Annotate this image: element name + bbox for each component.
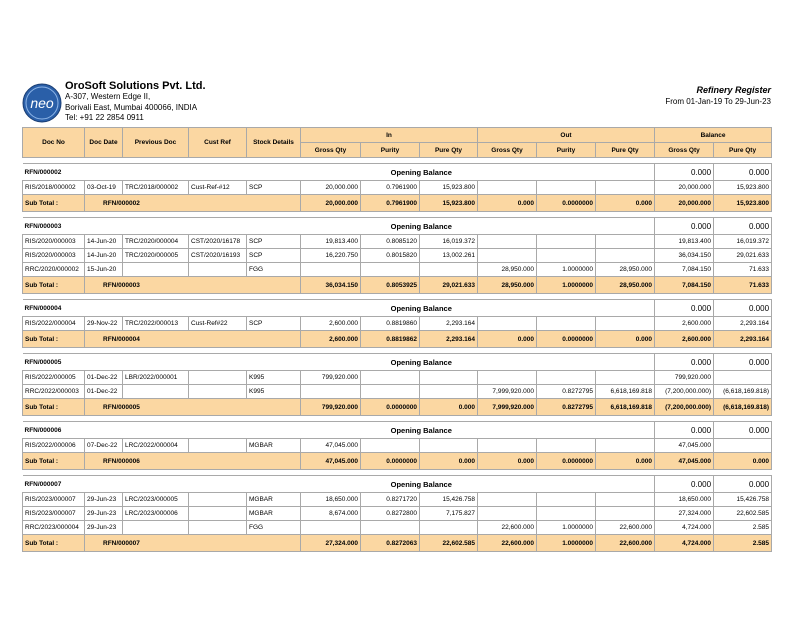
table-cell — [596, 439, 655, 453]
table-cell: 15,426.758 — [714, 493, 772, 507]
subtotal-cell: 2,600.000 — [301, 331, 361, 348]
table-cell: 36,034.150 — [655, 249, 714, 263]
subtotal-cell: 28,950.000 — [596, 277, 655, 294]
table-cell — [478, 439, 537, 453]
table-cell: 28,950.000 — [478, 263, 537, 277]
subtotal-cell: 0.8053925 — [361, 277, 420, 294]
subtotal-cell: 0.0000000 — [361, 399, 420, 416]
table-cell — [537, 507, 596, 521]
table-cell — [189, 385, 247, 399]
table-cell: LRC/2022/000004 — [123, 439, 189, 453]
table-cell: 29-Jun-23 — [85, 493, 123, 507]
table-cell: 1.0000000 — [537, 521, 596, 535]
table-cell: 22,600.000 — [596, 521, 655, 535]
table-cell: 28,950.000 — [596, 263, 655, 277]
subtotal-rfn: RFN/000005 — [85, 399, 301, 416]
table-cell — [596, 371, 655, 385]
table-cell — [420, 263, 478, 277]
table-cell: Cust-Ref#22 — [189, 317, 247, 331]
subtotal-row — [23, 535, 772, 552]
table-cell: RIS/2022/000005 — [23, 371, 85, 385]
subtotal-cell: 0.8819862 — [361, 331, 420, 348]
table-cell: RIS/2022/000004 — [23, 317, 85, 331]
subtotal-cell: 799,920.000 — [301, 399, 361, 416]
logo-text: neo — [30, 95, 54, 111]
subtotal-cell: 2,600.000 — [655, 331, 714, 348]
subtotal-cell: 0.000 — [596, 195, 655, 212]
table-cell: 0.8085120 — [361, 235, 420, 249]
subtotal-cell: 0.000 — [420, 453, 478, 470]
subtotal-cell: 0.7961900 — [361, 195, 420, 212]
col-in-purity: Purity — [361, 143, 420, 158]
subtotal-cell: 2,293.164 — [714, 331, 772, 348]
opening-balance-label: Opening Balance — [189, 300, 655, 317]
col-cust-ref: Cust Ref — [189, 128, 247, 158]
col-doc-date: Doc Date — [85, 128, 123, 158]
table-cell: CST/2020/16193 — [189, 249, 247, 263]
table-cell: TRC/2020/000005 — [123, 249, 189, 263]
group-rfn: RFN/000007 — [23, 476, 189, 493]
table-cell: TRC/2020/000004 — [123, 235, 189, 249]
table-cell: (6,618,169.818) — [714, 385, 772, 399]
opening-balance-label: Opening Balance — [189, 218, 655, 235]
subtotal-rfn: RFN/000006 — [85, 453, 301, 470]
table-cell: RIS/2020/000003 — [23, 249, 85, 263]
table-cell — [189, 507, 247, 521]
table-cell: 22,600.000 — [478, 521, 537, 535]
table-cell: 01-Dec-22 — [85, 371, 123, 385]
opening-gross: 0.000 — [655, 354, 714, 371]
col-group-in: In — [301, 128, 478, 143]
table-cell — [714, 371, 772, 385]
subtotal-cell: 0.8272795 — [537, 399, 596, 416]
table-cell: (7,200,000.000) — [655, 385, 714, 399]
group-title-row — [23, 218, 772, 235]
col-out-gross: Gross Qty — [478, 143, 537, 158]
subtotal-cell: 0.000 — [596, 331, 655, 348]
table-cell — [537, 439, 596, 453]
subtotal-cell: 6,618,169.818 — [596, 399, 655, 416]
table-cell: 1.0000000 — [537, 263, 596, 277]
report-title: Refinery Register — [696, 85, 771, 95]
subtotal-cell: 4,724.000 — [655, 535, 714, 552]
table-cell: MGBAR — [247, 493, 301, 507]
table-row — [23, 249, 772, 263]
col-bal-gross: Gross Qty — [655, 143, 714, 158]
group-rfn: RFN/000006 — [23, 422, 189, 439]
subtotal-cell: 2.585 — [714, 535, 772, 552]
table-cell: 2,600.000 — [301, 317, 361, 331]
table-cell: 8,674.000 — [301, 507, 361, 521]
table-cell: 47,045.000 — [655, 439, 714, 453]
opening-pure: 0.000 — [714, 354, 772, 371]
group-title-row — [23, 476, 772, 493]
opening-balance-label: Opening Balance — [189, 476, 655, 493]
subtotal-label: Sub Total : — [23, 453, 85, 470]
table-cell: 19,813.400 — [655, 235, 714, 249]
subtotal-cell: 28,950.000 — [478, 277, 537, 294]
report-info — [665, 85, 771, 107]
register-body — [23, 158, 772, 552]
table-cell: RIS/2022/000006 — [23, 439, 85, 453]
col-in-gross: Gross Qty — [301, 143, 361, 158]
table-cell: SCP — [247, 181, 301, 195]
table-cell — [361, 521, 420, 535]
table-cell: TRC/2022/000013 — [123, 317, 189, 331]
table-cell: 2.585 — [714, 521, 772, 535]
report-header — [22, 80, 771, 126]
table-cell — [596, 507, 655, 521]
subtotal-row — [23, 277, 772, 294]
table-cell: 22,602.585 — [714, 507, 772, 521]
table-cell: CST/2020/16178 — [189, 235, 247, 249]
col-group-balance: Balance — [655, 128, 772, 143]
table-cell — [361, 263, 420, 277]
table-cell: 0.8015820 — [361, 249, 420, 263]
opening-balance-label: Opening Balance — [189, 164, 655, 181]
table-cell — [537, 493, 596, 507]
table-cell: Cust-Ref-#12 — [189, 181, 247, 195]
table-cell: 01-Dec-22 — [85, 385, 123, 399]
opening-pure: 0.000 — [714, 164, 772, 181]
table-cell — [478, 235, 537, 249]
opening-pure: 0.000 — [714, 300, 772, 317]
subtotal-cell: 20,000.000 — [655, 195, 714, 212]
table-cell — [537, 235, 596, 249]
table-cell — [537, 181, 596, 195]
col-bal-pure: Pure Qty — [714, 143, 772, 158]
table-cell — [123, 521, 189, 535]
table-row — [23, 181, 772, 195]
subtotal-cell: 22,600.000 — [478, 535, 537, 552]
table-row — [23, 385, 772, 399]
table-cell: 7,084.150 — [655, 263, 714, 277]
table-cell: RRC/2020/000002 — [23, 263, 85, 277]
subtotal-cell: 71.633 — [714, 277, 772, 294]
table-cell — [714, 439, 772, 453]
company-address-2: Borivali East, Mumbai 400066, INDIA — [65, 102, 198, 112]
table-cell: 15-Jun-20 — [85, 263, 123, 277]
table-cell — [189, 439, 247, 453]
table-cell: 14-Jun-20 — [85, 235, 123, 249]
subtotal-cell: 27,324.000 — [301, 535, 361, 552]
company-logo — [22, 83, 62, 123]
subtotal-cell: 0.000 — [420, 399, 478, 416]
table-cell — [301, 385, 361, 399]
table-cell — [478, 317, 537, 331]
opening-balance-label: Opening Balance — [189, 354, 655, 371]
table-cell: 13,002.261 — [420, 249, 478, 263]
table-row — [23, 521, 772, 535]
subtotal-label: Sub Total : — [23, 399, 85, 416]
table-row — [23, 493, 772, 507]
table-cell: 27,324.000 — [655, 507, 714, 521]
col-stock-details: Stock Details — [247, 128, 301, 158]
subtotal-cell: 29,021.633 — [420, 277, 478, 294]
table-cell — [189, 371, 247, 385]
opening-pure: 0.000 — [714, 218, 772, 235]
table-cell — [478, 371, 537, 385]
subtotal-row — [23, 453, 772, 470]
subtotal-cell: 0.8272063 — [361, 535, 420, 552]
table-cell: SCP — [247, 317, 301, 331]
opening-gross: 0.000 — [655, 422, 714, 439]
company-block — [65, 80, 206, 124]
table-cell: 29-Jun-23 — [85, 521, 123, 535]
register-table — [22, 127, 772, 552]
subtotal-cell: 1.0000000 — [537, 277, 596, 294]
subtotal-cell: 47,045.000 — [301, 453, 361, 470]
group-rfn: RFN/000005 — [23, 354, 189, 371]
table-cell — [361, 439, 420, 453]
table-cell: 0.8819860 — [361, 317, 420, 331]
group-rfn: RFN/000002 — [23, 164, 189, 181]
table-cell: 18,650.000 — [301, 493, 361, 507]
table-cell: 15,426.758 — [420, 493, 478, 507]
table-cell — [420, 439, 478, 453]
company-address-1: A-307, Western Edge II, — [65, 92, 151, 101]
table-cell: LRC/2023/000005 — [123, 493, 189, 507]
table-cell: 2,600.000 — [655, 317, 714, 331]
subtotal-cell: 22,600.000 — [596, 535, 655, 552]
table-cell: LBR/2022/000001 — [123, 371, 189, 385]
subtotal-cell: 0.0000000 — [537, 331, 596, 348]
subtotal-row — [23, 195, 772, 212]
table-cell — [596, 317, 655, 331]
table-cell: 15,923.800 — [714, 181, 772, 195]
table-cell: 0.7961900 — [361, 181, 420, 195]
table-cell: 4,724.000 — [655, 521, 714, 535]
col-group-out: Out — [478, 128, 655, 143]
table-cell — [537, 371, 596, 385]
subtotal-label: Sub Total : — [23, 277, 85, 294]
col-doc-no: Doc No — [23, 128, 85, 158]
table-cell: 16,019.372 — [420, 235, 478, 249]
table-cell: FGG — [247, 521, 301, 535]
table-cell — [189, 263, 247, 277]
table-cell — [596, 249, 655, 263]
opening-gross: 0.000 — [655, 164, 714, 181]
table-cell: 0.8272795 — [537, 385, 596, 399]
subtotal-cell: (6,618,169.818) — [714, 399, 772, 416]
table-cell: 0.8271720 — [361, 493, 420, 507]
table-cell: 07-Dec-22 — [85, 439, 123, 453]
subtotal-rfn: RFN/000004 — [85, 331, 301, 348]
table-cell: 16,220.750 — [301, 249, 361, 263]
table-cell: 799,920.000 — [301, 371, 361, 385]
table-row — [23, 317, 772, 331]
table-cell — [361, 385, 420, 399]
subtotal-cell: 15,923.800 — [420, 195, 478, 212]
col-out-pure: Pure Qty — [596, 143, 655, 158]
subtotal-cell: 0.000 — [478, 453, 537, 470]
table-cell — [361, 371, 420, 385]
table-cell — [537, 317, 596, 331]
table-cell: 2,293.164 — [420, 317, 478, 331]
table-cell: K995 — [247, 385, 301, 399]
table-cell — [478, 493, 537, 507]
table-cell: 29-Nov-22 — [85, 317, 123, 331]
table-cell: 14-Jun-20 — [85, 249, 123, 263]
table-cell — [596, 493, 655, 507]
subtotal-cell: 7,084.150 — [655, 277, 714, 294]
table-cell: 20,000.000 — [301, 181, 361, 195]
table-cell: LRC/2023/000006 — [123, 507, 189, 521]
subtotal-cell: 1.0000000 — [537, 535, 596, 552]
table-cell: 799,920.000 — [655, 371, 714, 385]
subtotal-cell: 0.0000000 — [537, 195, 596, 212]
subtotal-cell: 0.0000000 — [361, 453, 420, 470]
table-cell — [123, 263, 189, 277]
table-row — [23, 507, 772, 521]
table-cell — [123, 385, 189, 399]
table-cell: 47,045.000 — [301, 439, 361, 453]
table-cell — [420, 371, 478, 385]
table-cell — [420, 385, 478, 399]
table-cell: RIS/2018/000002 — [23, 181, 85, 195]
group-title-row — [23, 300, 772, 317]
table-cell: 2,293.164 — [714, 317, 772, 331]
table-cell: 15,923.800 — [420, 181, 478, 195]
table-cell: RIS/2023/000007 — [23, 493, 85, 507]
subtotal-row — [23, 399, 772, 416]
table-cell: 29-Jun-23 — [85, 507, 123, 521]
table-cell — [596, 181, 655, 195]
table-cell: MGBAR — [247, 439, 301, 453]
subtotal-label: Sub Total : — [23, 535, 85, 552]
opening-pure: 0.000 — [714, 476, 772, 493]
table-cell: 7,175.827 — [420, 507, 478, 521]
table-cell: RRC/2022/000003 — [23, 385, 85, 399]
table-cell — [301, 521, 361, 535]
subtotal-cell: 15,923.800 — [714, 195, 772, 212]
subtotal-rfn: RFN/000003 — [85, 277, 301, 294]
subtotal-cell: 0.000 — [478, 195, 537, 212]
table-cell: 20,000.000 — [655, 181, 714, 195]
opening-gross: 0.000 — [655, 300, 714, 317]
subtotal-cell: 2,293.164 — [420, 331, 478, 348]
table-cell: 03-Oct-19 — [85, 181, 123, 195]
subtotal-row — [23, 331, 772, 348]
opening-gross: 0.000 — [655, 476, 714, 493]
group-rfn: RFN/000003 — [23, 218, 189, 235]
table-cell — [478, 507, 537, 521]
table-cell: RIS/2020/000003 — [23, 235, 85, 249]
table-cell: 16,019.372 — [714, 235, 772, 249]
table-cell: RIS/2023/000007 — [23, 507, 85, 521]
group-rfn: RFN/000004 — [23, 300, 189, 317]
table-cell — [301, 263, 361, 277]
opening-gross: 0.000 — [655, 218, 714, 235]
table-cell — [478, 249, 537, 263]
company-tel: Tel: +91 22 2854 0911 — [65, 113, 144, 122]
table-cell — [596, 235, 655, 249]
subtotal-cell: 20,000.000 — [301, 195, 361, 212]
opening-balance-label: Opening Balance — [189, 422, 655, 439]
table-cell: MGBAR — [247, 507, 301, 521]
subtotal-cell: 0.000 — [596, 453, 655, 470]
subtotal-cell: 0.000 — [714, 453, 772, 470]
table-cell: 18,650.000 — [655, 493, 714, 507]
table-cell: SCP — [247, 235, 301, 249]
subtotal-label: Sub Total : — [23, 195, 85, 212]
table-cell: 71.633 — [714, 263, 772, 277]
subtotal-cell: 36,034.150 — [301, 277, 361, 294]
report-period: From 01-Jan-19 To 29-Jun-23 — [665, 97, 771, 106]
table-cell: 0.8272800 — [361, 507, 420, 521]
table-cell — [537, 249, 596, 263]
subtotal-cell: 22,602.585 — [420, 535, 478, 552]
table-cell — [189, 521, 247, 535]
subtotal-cell: 7,999,920.000 — [478, 399, 537, 416]
subtotal-rfn: RFN/000007 — [85, 535, 301, 552]
subtotal-rfn: RFN/000002 — [85, 195, 301, 212]
table-row — [23, 439, 772, 453]
table-cell: 6,618,169.818 — [596, 385, 655, 399]
table-cell — [478, 181, 537, 195]
subtotal-cell: 47,045.000 — [655, 453, 714, 470]
table-cell — [420, 521, 478, 535]
subtotal-label: Sub Total : — [23, 331, 85, 348]
table-cell: TRC/2018/000002 — [123, 181, 189, 195]
table-cell: 7,999,920.000 — [478, 385, 537, 399]
subtotal-cell: (7,200,000.000) — [655, 399, 714, 416]
table-row — [23, 263, 772, 277]
subtotal-cell: 0.000 — [478, 331, 537, 348]
table-cell: FGG — [247, 263, 301, 277]
table-cell: SCP — [247, 249, 301, 263]
col-out-purity: Purity — [537, 143, 596, 158]
group-title-row — [23, 354, 772, 371]
subtotal-cell: 0.0000000 — [537, 453, 596, 470]
table-cell: K995 — [247, 371, 301, 385]
table-row — [23, 235, 772, 249]
col-in-pure: Pure Qty — [420, 143, 478, 158]
table-cell: RRC/2023/000004 — [23, 521, 85, 535]
table-cell — [189, 493, 247, 507]
group-title-row — [23, 164, 772, 181]
table-cell: 29,021.633 — [714, 249, 772, 263]
group-title-row — [23, 422, 772, 439]
opening-pure: 0.000 — [714, 422, 772, 439]
table-row — [23, 371, 772, 385]
table-cell: 19,813.400 — [301, 235, 361, 249]
company-name: OroSoft Solutions Pvt. Ltd. — [65, 80, 206, 92]
col-prev-doc: Previous Doc — [123, 128, 189, 158]
